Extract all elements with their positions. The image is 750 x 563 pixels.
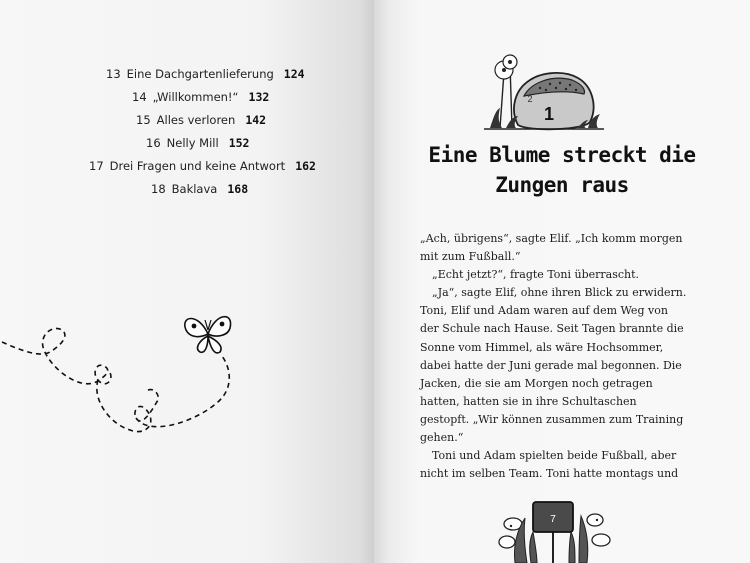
toc-entry[interactable] bbox=[136, 113, 266, 127]
toc-entry-number: 13 bbox=[106, 67, 121, 81]
toc-entry-title: Nelly Mill bbox=[166, 136, 219, 150]
stone-number: 2 bbox=[527, 94, 533, 104]
page-number: 7 bbox=[550, 514, 556, 525]
toc-entry-page: 152 bbox=[228, 136, 250, 150]
toc-entry-title: Eine Dachgartenlieferung bbox=[126, 67, 274, 81]
toc-entry-title: Alles verloren bbox=[156, 113, 236, 127]
butterfly-flight-illustration bbox=[0, 300, 260, 460]
chapter-body-text bbox=[420, 230, 688, 483]
chapter-stone-illustration bbox=[480, 50, 610, 135]
paragraph: „Echt jetzt?“, fragte Toni überrascht. bbox=[432, 268, 640, 282]
toc-entry-title: Baklava bbox=[171, 182, 218, 196]
chapter-title-line-2: Zungen raus bbox=[495, 173, 629, 197]
toc-entry[interactable] bbox=[146, 136, 249, 150]
butterfly-icon bbox=[185, 317, 231, 353]
page-number-illustration bbox=[495, 490, 615, 563]
paragraph: „Ja“, sagte Elif, ohne ihren Blick zu erwidern. Toni, Elif und Adam waren auf dem Weg von der Schule nach Hause. Seit Tagen brannte die Sonne vom Himmel, als wäre Hochsommer, dabei hatte der Juni gerade mal begonnen. Die Jacken, die sie am Morgen noch getragen hatten, hatten sie in ihre Schultaschen gestopft. „Wir können zusammen zum Training gehen.“ bbox=[420, 286, 687, 445]
toc-entry-page: 132 bbox=[248, 90, 270, 104]
chapter-number: 1 bbox=[543, 104, 555, 124]
toc-entry-number: 14 bbox=[132, 90, 147, 104]
toc-entry-number: 17 bbox=[89, 159, 104, 173]
toc-entry-page: 124 bbox=[283, 67, 305, 81]
toc-entry-number: 18 bbox=[151, 182, 166, 196]
toc-entry-title: „Willkommen!“ bbox=[152, 90, 239, 104]
dandelion-icon bbox=[495, 55, 517, 79]
left-page bbox=[0, 0, 374, 563]
toc-entry[interactable] bbox=[106, 67, 305, 81]
paragraph: Toni und Adam spielten beide Fußball, aber nicht im selben Team. Toni hatte montags und bbox=[420, 449, 679, 481]
toc-entry-page: 168 bbox=[227, 182, 249, 196]
toc-entry-number: 15 bbox=[136, 113, 151, 127]
toc-entry[interactable] bbox=[132, 90, 269, 104]
toc-entry-page: 142 bbox=[245, 113, 267, 127]
toc-entry-number: 16 bbox=[146, 136, 161, 150]
toc-entry-page: 162 bbox=[295, 159, 316, 173]
chapter-title-line-1: Eine Blume streckt die bbox=[428, 143, 696, 167]
flight-path-icon bbox=[2, 328, 229, 431]
toc-entry[interactable] bbox=[151, 182, 248, 196]
paragraph: „Ach, übrigens“, sagte Elif. „Ich komm morgen mit zum Fußball.“ bbox=[420, 232, 683, 264]
toc-entry-title: Drei Fragen und keine Antwort bbox=[109, 159, 286, 173]
toc-entry[interactable] bbox=[89, 159, 316, 173]
